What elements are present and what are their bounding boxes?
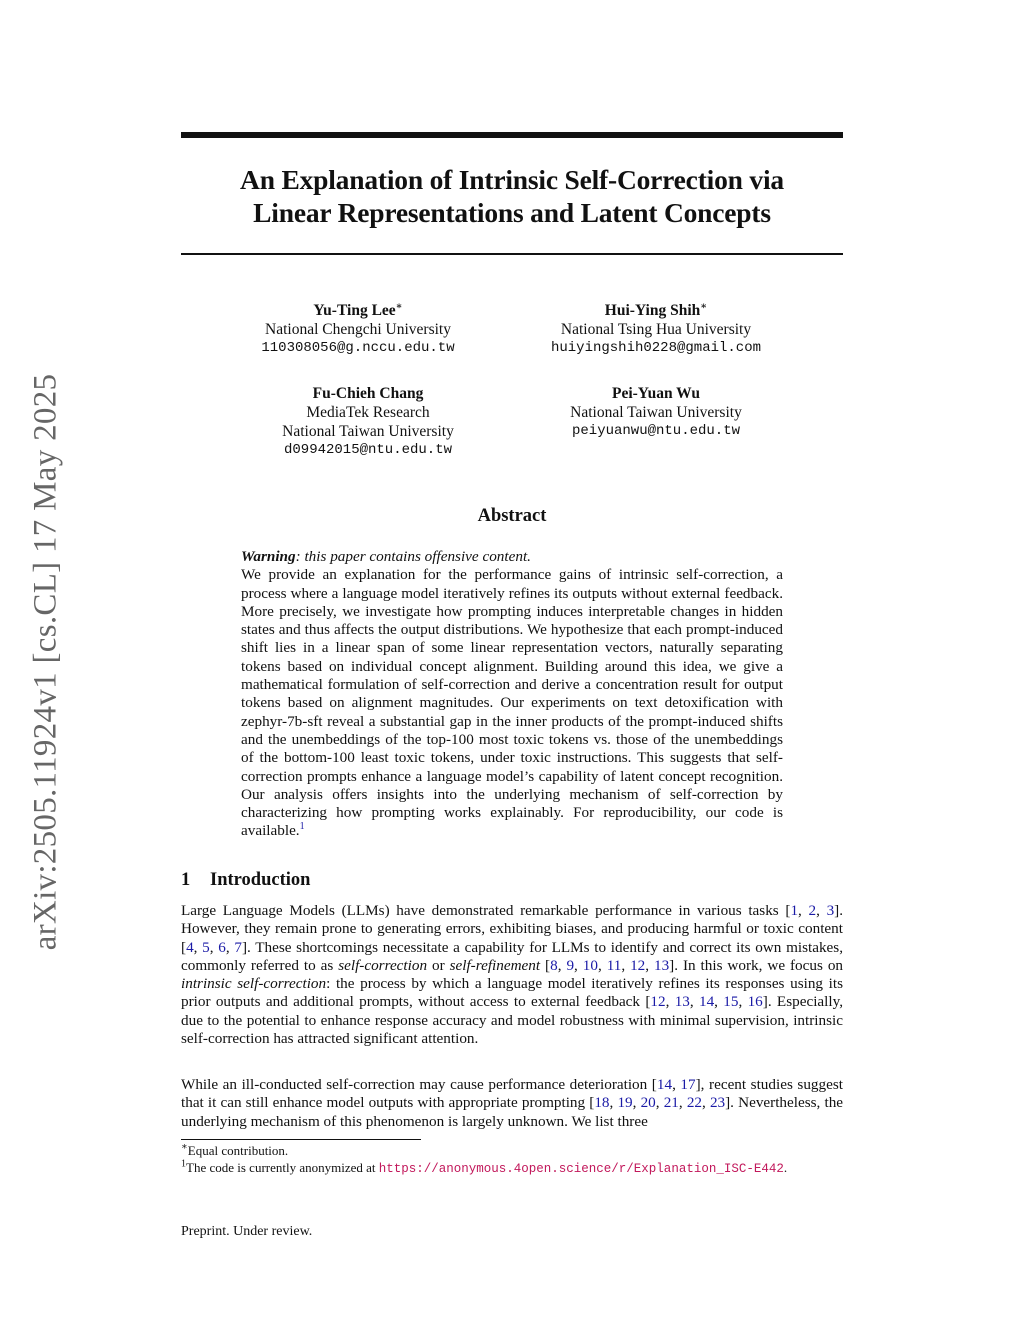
citation-link[interactable]: 10 xyxy=(582,956,598,974)
author-email: peiyuanwu@ntu.edu.tw xyxy=(571,423,741,439)
citation-link[interactable]: 6 xyxy=(218,938,226,956)
abstract-paragraph: We provide an explanation for the performance gains of intrinsic self-correction, a process where a language model iteratively refines its outputs without external feedback. More precisely, we investigate how prompting induces interpretable changes in hidden states and thus affects the output distributions. We hypothesize that each prompt-induced shift lies in a linear span of some linear representation vectors, naturally separating tokens based on individual concept alignment. Building around this idea, we give a mathematical formulation of self-correction and derive a concentration result for output tokens based on alignment magnitudes. Our experiments on text detoxification with zephyr-7b-sft reveal a substantial gap in the inner products of the prompt-induced shifts and the unembeddings of the top-100 most toxic tokens vs. those of the unembeddings of the bottom-100 least toxic tokens, under toxic instructions. This suggests that self-correction prompts enhance a language model’s capability of latent concept recognition. Our analysis offers insights into the underlying mechanism of self-correction by characterizing how prompting works explainably. For reproducibility, our code is available.$^1$ xyxy=(241,566,783,840)
citation-link[interactable]: 4 xyxy=(186,938,194,956)
citation-link[interactable]: 13 xyxy=(674,993,690,1011)
citation-link[interactable]: 15 xyxy=(723,993,739,1011)
intro-paragraph-2: While an ill-conducted self-correction may cause performance deterioration [14, 17], recent studies suggest that it can still enhance model outputs with appropriate prompting [18, 19, 20, 21, 22, 23]. Nevertheless, the underlying mechanism of this phenomenon is largely unknown. We list three xyxy=(181,1076,844,1130)
author-name: Hui-Ying Shih∗ xyxy=(604,300,708,319)
citation-link[interactable]: 17 xyxy=(680,1076,696,1093)
footnote-2: $^1$The code is currently anonymized at https://anonymous.4open.science/r/Explanation_ISC-E442. xyxy=(181,1158,788,1176)
title-line-1: An Explanation of Intrinsic Self-Correction via xyxy=(240,164,784,195)
author-affiliation: National Tsing Hua University xyxy=(560,321,752,338)
abstract-body xyxy=(241,548,783,841)
citation-link[interactable]: 14 xyxy=(656,1076,673,1093)
citation-link[interactable]: 21 xyxy=(663,1094,679,1112)
footnote-ref[interactable]: 1 xyxy=(299,821,305,833)
paper-title xyxy=(181,163,843,229)
intro-paragraph-1: Large Language Models (LLMs) have demonstrated remarkable performance in various tasks [1, 2, 3]. However, they remain prone to generating errors, exhibiting biases, and producing harmful or toxic content [4, 5, 6, 7]. These shortcomings necessitate a capability for LLMs to identify and correct its own mistakes, commonly referred to as self-correction or self-refinement [8, 9, 10, 11, 12, 13]. In this work, we focus on intrinsic self-correction: the process by which a language model iteratively refines its responses using its prior outputs and additional prompts, without access to external feedback [12, 13, 14, 15, 16]. Especially, due to the potential to enhance response accuracy and model robustness with minimal supervision, intrinsic self-correction has attracted significant attention. xyxy=(181,902,844,1048)
author-affiliation: MediaTek Research xyxy=(306,404,430,421)
author-block xyxy=(208,301,508,358)
citation-link[interactable]: 16 xyxy=(747,993,763,1011)
citation-link[interactable]: 9 xyxy=(566,956,575,974)
citation-link[interactable]: 7 xyxy=(234,938,242,956)
footnote-rule xyxy=(181,1139,421,1140)
citation-link[interactable]: 22 xyxy=(686,1094,702,1112)
page-footer: Preprint. Under review. xyxy=(181,1224,313,1239)
author-affiliation-2: National Taiwan University xyxy=(282,423,454,440)
author-affiliation: National Chengchi University xyxy=(265,321,451,338)
citation-link[interactable]: 5 xyxy=(202,938,210,956)
title-line-2: Linear Representations and Latent Concepts xyxy=(253,197,771,228)
content-warning: Warning: this paper contains offensive content. xyxy=(241,548,531,565)
author-block xyxy=(218,384,518,460)
abstract-heading: Abstract xyxy=(477,506,547,526)
citation-link[interactable]: 12 xyxy=(630,956,646,974)
citation-link[interactable]: 23 xyxy=(709,1094,726,1112)
citation-link[interactable]: 13 xyxy=(653,956,670,974)
citation-link[interactable]: 20 xyxy=(640,1094,656,1112)
title-top-rule xyxy=(181,132,843,138)
title-bottom-rule xyxy=(181,253,843,255)
citation-link[interactable]: 1 xyxy=(790,902,799,919)
citation-link[interactable]: 14 xyxy=(698,993,715,1011)
code-url-link[interactable]: https://anonymous.4open.science/r/Explanation_ISC-E442 xyxy=(378,1162,784,1176)
footnote-1: ∗Equal contribution. xyxy=(181,1141,289,1158)
author-email: huiyingshih0228@gmail.com xyxy=(550,340,762,356)
section-heading: 1 Introduction xyxy=(181,870,311,890)
author-email: 110308056@g.nccu.edu.tw xyxy=(261,340,455,356)
author-name: Pei-Yuan Wu xyxy=(611,385,700,402)
author-email: d09942015@ntu.edu.tw xyxy=(283,442,453,458)
footnotes xyxy=(181,1142,843,1178)
citation-link[interactable]: 3 xyxy=(826,902,835,919)
author-block xyxy=(506,384,806,441)
citation-link[interactable]: 18 xyxy=(594,1094,610,1112)
author-block xyxy=(506,301,806,358)
citation-link[interactable]: 19 xyxy=(617,1094,633,1112)
citation-link[interactable]: 12 xyxy=(650,993,666,1011)
author-affiliation: National Taiwan University xyxy=(570,404,742,421)
arxiv-identifier-stamp: arXiv:2505.11924v1 [cs.CL] 17 May 2025 xyxy=(27,373,64,951)
citation-link[interactable]: 2 xyxy=(808,902,817,919)
citation-link[interactable]: 11 xyxy=(606,956,622,974)
author-name: Fu-Chieh Chang xyxy=(312,385,424,402)
author-name: Yu-Ting Lee∗ xyxy=(313,300,403,319)
citation-link[interactable]: 8 xyxy=(550,956,558,974)
